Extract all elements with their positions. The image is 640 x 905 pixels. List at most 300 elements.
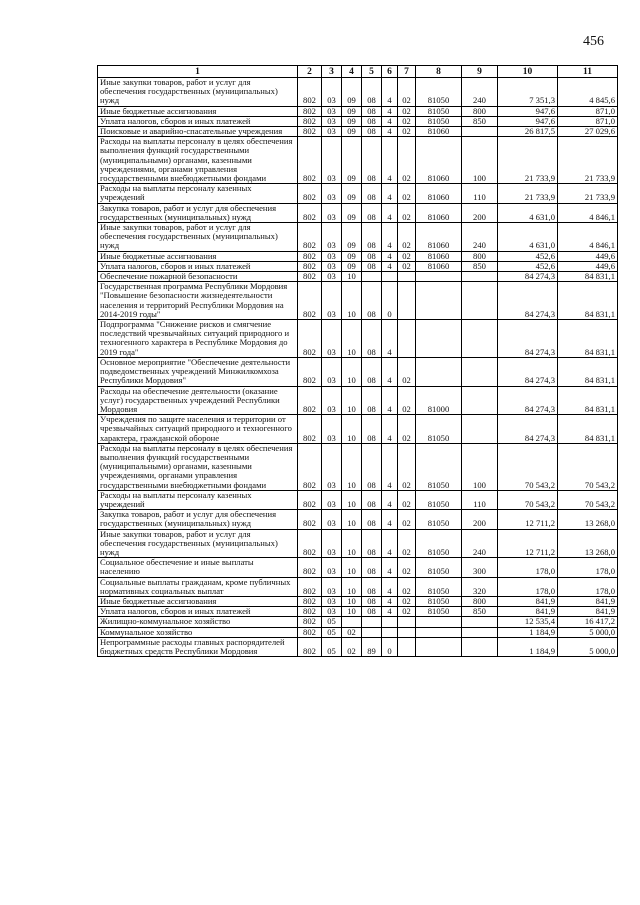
table-cell: 02 (398, 116, 416, 126)
row-label: Уплата налогов, сборов и иных платежей (98, 116, 298, 126)
table-cell (342, 617, 362, 627)
table-cell (462, 357, 498, 386)
table-cell: 03 (322, 386, 342, 415)
table-cell: 09 (342, 184, 362, 203)
table-cell: 850 (462, 607, 498, 617)
table-row (98, 184, 618, 203)
table-cell: 4 (382, 320, 398, 358)
table-cell: 871,0 (558, 106, 618, 116)
table-cell (416, 272, 462, 282)
table-cell: 05 (322, 617, 342, 627)
header-cell: 3 (322, 66, 342, 78)
table-cell: 4 (382, 251, 398, 261)
table-cell: 08 (362, 386, 382, 415)
table-cell (362, 617, 382, 627)
row-label: Иные бюджетные ассигнования (98, 106, 298, 116)
table-cell: 110 (462, 490, 498, 509)
table-cell: 178,0 (498, 558, 558, 577)
table-cell: 03 (322, 184, 342, 203)
table-cell: 4 (382, 443, 398, 490)
table-cell: 03 (322, 443, 342, 490)
table-cell: 802 (298, 627, 322, 637)
table-cell (382, 617, 398, 627)
table-cell: 03 (322, 203, 342, 222)
table-cell: 200 (462, 510, 498, 529)
table-cell: 81050 (416, 116, 462, 126)
table-cell: 802 (298, 282, 322, 320)
table-cell: 70 543,2 (558, 490, 618, 509)
table-row (98, 203, 618, 222)
table-cell: 02 (398, 184, 416, 203)
table-cell: 802 (298, 78, 322, 107)
table-cell: 08 (362, 490, 382, 509)
table-cell: 802 (298, 320, 322, 358)
row-label: Обеспечение пожарной безопасности (98, 272, 298, 282)
table-cell: 03 (322, 223, 342, 252)
table-cell: 0 (382, 637, 398, 656)
table-cell: 10 (342, 272, 362, 282)
row-label: Уплата налогов, сборов и иных платежей (98, 607, 298, 617)
table-cell: 100 (462, 443, 498, 490)
table-cell: 09 (342, 203, 362, 222)
table-cell: 10 (342, 386, 362, 415)
table-cell (462, 272, 498, 282)
table-cell: 4 (382, 577, 398, 596)
table-cell: 09 (342, 116, 362, 126)
table-row (98, 443, 618, 490)
table-cell (416, 617, 462, 627)
table-cell: 10 (342, 357, 362, 386)
table-row (98, 282, 618, 320)
table-cell: 08 (362, 261, 382, 271)
table-cell: 81050 (416, 607, 462, 617)
table-cell: 02 (398, 137, 416, 184)
table-cell (398, 617, 416, 627)
table-cell: 802 (298, 637, 322, 656)
row-label: Коммунальное хозяйство (98, 627, 298, 637)
page-number: 456 (583, 34, 604, 49)
table-cell: 800 (462, 106, 498, 116)
table-cell: 02 (398, 203, 416, 222)
table-cell: 13 268,0 (558, 529, 618, 558)
table-cell (398, 272, 416, 282)
table-cell: 02 (398, 78, 416, 107)
table-cell: 81060 (416, 261, 462, 271)
header-row (98, 66, 618, 78)
table-cell (462, 127, 498, 137)
table-cell: 12 711,2 (498, 510, 558, 529)
table-cell: 81060 (416, 127, 462, 137)
table-cell: 09 (342, 261, 362, 271)
header-cell: 2 (298, 66, 322, 78)
table-cell: 802 (298, 272, 322, 282)
table-cell: 02 (398, 106, 416, 116)
table-cell (462, 320, 498, 358)
table-cell: 03 (322, 415, 342, 444)
row-label: Социальные выплаты гражданам, кроме публичных нормативных социальных выплат (98, 577, 298, 596)
table-cell: 08 (362, 607, 382, 617)
table-cell: 4 (382, 490, 398, 509)
table-cell: 300 (462, 558, 498, 577)
table-cell: 81050 (416, 78, 462, 107)
table-cell: 850 (462, 261, 498, 271)
table-cell: 03 (322, 272, 342, 282)
table-cell: 81050 (416, 490, 462, 509)
table-cell: 84 831,1 (558, 415, 618, 444)
table-row (98, 320, 618, 358)
table-cell: 4 (382, 184, 398, 203)
table-cell: 08 (362, 106, 382, 116)
table-cell: 10 (342, 415, 362, 444)
row-label: Расходы на выплаты персоналу казенных учреждений (98, 490, 298, 509)
header-cell: 7 (398, 66, 416, 78)
table-cell: 10 (342, 529, 362, 558)
table-cell: 84 274,3 (498, 282, 558, 320)
table-cell: 05 (322, 627, 342, 637)
table-cell: 10 (342, 607, 362, 617)
table-cell: 03 (322, 320, 342, 358)
table-row (98, 261, 618, 271)
row-label: Непрограммные расходы главных распорядителей бюджетных средств Республики Мордовия (98, 637, 298, 656)
table-cell: 09 (342, 137, 362, 184)
table-cell: 09 (342, 78, 362, 107)
table-cell: 84 831,1 (558, 272, 618, 282)
table-row (98, 415, 618, 444)
table-cell: 240 (462, 223, 498, 252)
table-cell (462, 617, 498, 627)
table-cell: 4 (382, 116, 398, 126)
table-cell: 802 (298, 261, 322, 271)
table-cell: 03 (322, 127, 342, 137)
table-cell: 02 (398, 577, 416, 596)
table-cell: 4 631,0 (498, 223, 558, 252)
table-cell: 08 (362, 78, 382, 107)
table-cell: 802 (298, 106, 322, 116)
table-cell: 08 (362, 510, 382, 529)
table-cell: 08 (362, 596, 382, 606)
table-row (98, 627, 618, 637)
table-cell: 70 543,2 (558, 443, 618, 490)
table-cell: 02 (398, 127, 416, 137)
table-cell: 13 268,0 (558, 510, 618, 529)
table-cell: 178,0 (558, 558, 618, 577)
table-cell: 03 (322, 529, 342, 558)
table-cell (382, 627, 398, 637)
table-cell: 03 (322, 282, 342, 320)
table-cell: 03 (322, 261, 342, 271)
table-cell (416, 357, 462, 386)
table-cell: 08 (362, 415, 382, 444)
table-cell: 27 029,6 (558, 127, 618, 137)
table-cell: 21 733,9 (498, 137, 558, 184)
table-cell: 08 (362, 320, 382, 358)
header-cell: 11 (558, 66, 618, 78)
table-cell: 08 (362, 116, 382, 126)
table-cell: 81060 (416, 251, 462, 261)
table-cell: 89 (362, 637, 382, 656)
table-cell: 841,9 (558, 607, 618, 617)
table-row (98, 510, 618, 529)
table-cell: 81050 (416, 106, 462, 116)
table-cell: 02 (342, 637, 362, 656)
table-row (98, 607, 618, 617)
header-cell: 8 (416, 66, 462, 78)
table-cell: 947,6 (498, 116, 558, 126)
table-cell (462, 415, 498, 444)
table-cell (362, 272, 382, 282)
table-cell: 4 (382, 137, 398, 184)
table-cell: 16 417,2 (558, 617, 618, 627)
table-cell: 449,6 (558, 251, 618, 261)
row-label: Государственная программа Республики Мордовия "Повышение безопасности жизнедеятельности населения и территорий Республики Мордовия на 2014-2019 годы" (98, 282, 298, 320)
table-cell: 02 (398, 558, 416, 577)
table-cell: 320 (462, 577, 498, 596)
table-cell: 4 (382, 386, 398, 415)
table-cell: 84 274,3 (498, 272, 558, 282)
table-cell: 449,6 (558, 261, 618, 271)
table-cell: 12 535,4 (498, 617, 558, 627)
table-cell (462, 386, 498, 415)
table-cell: 802 (298, 251, 322, 261)
header-cell: 10 (498, 66, 558, 78)
table-cell: 84 831,1 (558, 357, 618, 386)
table-cell: 4 (382, 357, 398, 386)
table-cell: 21 733,9 (498, 184, 558, 203)
table-cell (416, 320, 462, 358)
table-cell: 947,6 (498, 106, 558, 116)
table-cell: 02 (398, 261, 416, 271)
table-cell: 802 (298, 558, 322, 577)
table-cell: 802 (298, 127, 322, 137)
table-row (98, 490, 618, 509)
row-label: Иные закупки товаров, работ и услуг для обеспечения государственных (муниципальных) нужд (98, 529, 298, 558)
table-row (98, 127, 618, 137)
table-cell: 452,6 (498, 251, 558, 261)
table-cell: 03 (322, 251, 342, 261)
table-cell (462, 637, 498, 656)
table-cell (362, 627, 382, 637)
table-cell: 800 (462, 596, 498, 606)
row-label: Иные закупки товаров, работ и услуг для обеспечения государственных (муниципальных) нужд (98, 78, 298, 107)
table-cell: 10 (342, 510, 362, 529)
table-cell: 21 733,9 (558, 184, 618, 203)
table-cell: 08 (362, 223, 382, 252)
table-cell: 10 (342, 490, 362, 509)
table-cell: 84 274,3 (498, 357, 558, 386)
table-cell: 1 184,9 (498, 637, 558, 656)
table-row (98, 617, 618, 627)
table-cell: 08 (362, 251, 382, 261)
row-label: Расходы на выплаты персоналу в целях обеспечения выполнения функций государственными (муниципальными) органами, казенными учреждениями, органами управления государственными внебюджетными фондами (98, 137, 298, 184)
table-cell: 81050 (416, 443, 462, 490)
row-label: Подпрограмма "Снижение рисков и смягчение последствий чрезвычайных ситуаций природного и техногенного характера в Республике Мордовия до 2019 года" (98, 320, 298, 358)
table-cell: 4 846,1 (558, 203, 618, 222)
table-cell (416, 282, 462, 320)
table-cell: 81060 (416, 223, 462, 252)
table-cell: 10 (342, 558, 362, 577)
table-cell: 5 000,0 (558, 637, 618, 656)
table-cell: 802 (298, 596, 322, 606)
table-cell: 81060 (416, 184, 462, 203)
table-cell: 02 (398, 251, 416, 261)
table-cell: 08 (362, 529, 382, 558)
table-cell: 800 (462, 251, 498, 261)
table-cell: 802 (298, 386, 322, 415)
table-cell: 4 (382, 558, 398, 577)
table-row (98, 106, 618, 116)
table-cell: 02 (398, 415, 416, 444)
table-cell: 70 543,2 (498, 490, 558, 509)
table-cell: 08 (362, 357, 382, 386)
table-cell: 4 (382, 415, 398, 444)
table-cell (416, 627, 462, 637)
table-cell: 09 (342, 251, 362, 261)
table-cell: 100 (462, 137, 498, 184)
table-cell: 02 (398, 223, 416, 252)
table-cell: 03 (322, 106, 342, 116)
table-cell: 81060 (416, 137, 462, 184)
header-cell: 9 (462, 66, 498, 78)
table-cell: 03 (322, 607, 342, 617)
table-cell: 81050 (416, 510, 462, 529)
table-cell: 12 711,2 (498, 529, 558, 558)
row-label: Закупка товаров, работ и услуг для обеспечения государственных (муниципальных) нужд (98, 203, 298, 222)
row-label: Основное мероприятие "Обеспечение деятельности подведомственных учреждений Минжилкомхоза Республики Мордовия" (98, 357, 298, 386)
table-cell: 4 (382, 78, 398, 107)
table-cell: 4 (382, 106, 398, 116)
table-cell: 05 (322, 637, 342, 656)
table-cell: 81000 (416, 386, 462, 415)
table-cell: 10 (342, 320, 362, 358)
table-cell: 802 (298, 577, 322, 596)
table-row (98, 357, 618, 386)
row-label: Закупка товаров, работ и услуг для обеспечения государственных (муниципальных) нужд (98, 510, 298, 529)
table-cell: 4 (382, 261, 398, 271)
table-cell: 09 (342, 127, 362, 137)
table-cell: 110 (462, 184, 498, 203)
table-cell: 02 (398, 607, 416, 617)
table-cell: 10 (342, 596, 362, 606)
row-label: Учреждения по защите населения и территории от чрезвычайных ситуаций природного и техногенного характера, гражданской обороне (98, 415, 298, 444)
row-label: Поисковые и аварийно-спасательные учреждения (98, 127, 298, 137)
table-cell: 02 (398, 529, 416, 558)
row-label: Иные закупки товаров, работ и услуг для обеспечения государственных (муниципальных) нужд (98, 223, 298, 252)
table-cell: 4 (382, 607, 398, 617)
table-cell: 70 543,2 (498, 443, 558, 490)
table-cell: 10 (342, 282, 362, 320)
table-cell: 84 274,3 (498, 415, 558, 444)
table-cell: 08 (362, 577, 382, 596)
table-cell: 08 (362, 558, 382, 577)
table-cell: 08 (362, 137, 382, 184)
table-cell: 84 274,3 (498, 386, 558, 415)
row-label: Социальное обеспечение и иные выплаты населению (98, 558, 298, 577)
table-cell: 7 351,3 (498, 78, 558, 107)
table-cell: 10 (342, 577, 362, 596)
table-cell: 1 184,9 (498, 627, 558, 637)
table-cell (398, 637, 416, 656)
table-cell: 09 (342, 106, 362, 116)
table-row (98, 116, 618, 126)
table-cell: 0 (382, 282, 398, 320)
table-cell (416, 637, 462, 656)
table-cell: 02 (398, 510, 416, 529)
table-cell: 4 845,6 (558, 78, 618, 107)
table-cell: 802 (298, 617, 322, 627)
table-cell: 81050 (416, 529, 462, 558)
table-cell: 02 (398, 596, 416, 606)
table-row (98, 637, 618, 656)
table-cell: 81050 (416, 558, 462, 577)
table-cell: 02 (342, 627, 362, 637)
table-cell: 178,0 (498, 577, 558, 596)
row-label: Иные бюджетные ассигнования (98, 596, 298, 606)
table-cell: 802 (298, 607, 322, 617)
table-cell: 84 274,3 (498, 320, 558, 358)
table-cell: 240 (462, 529, 498, 558)
table-cell: 81060 (416, 203, 462, 222)
table-cell: 4 (382, 510, 398, 529)
table-cell: 03 (322, 116, 342, 126)
table-cell: 08 (362, 282, 382, 320)
row-label: Расходы на выплаты персоналу казенных учреждений (98, 184, 298, 203)
table-cell: 802 (298, 415, 322, 444)
table-cell: 03 (322, 78, 342, 107)
table-cell: 08 (362, 203, 382, 222)
table-cell: 841,9 (498, 596, 558, 606)
table-row (98, 78, 618, 107)
table-cell: 200 (462, 203, 498, 222)
table-cell: 02 (398, 357, 416, 386)
table-cell: 10 (342, 443, 362, 490)
table-row (98, 251, 618, 261)
table-cell: 871,0 (558, 116, 618, 126)
table-cell: 08 (362, 184, 382, 203)
table-row (98, 223, 618, 252)
table-cell: 02 (398, 386, 416, 415)
header-cell: 5 (362, 66, 382, 78)
table-cell: 08 (362, 443, 382, 490)
table-cell: 81050 (416, 415, 462, 444)
table-cell: 802 (298, 116, 322, 126)
table-cell: 452,6 (498, 261, 558, 271)
row-label: Расходы на обеспечение деятельности (оказание услуг) государственных учреждений Республики Мордовия (98, 386, 298, 415)
table-cell: 02 (398, 490, 416, 509)
table-row (98, 137, 618, 184)
table-cell: 802 (298, 490, 322, 509)
table-cell: 802 (298, 203, 322, 222)
table-cell: 4 (382, 596, 398, 606)
table-cell (398, 282, 416, 320)
header-cell: 1 (98, 66, 298, 78)
table-cell: 84 831,1 (558, 386, 618, 415)
row-label: Иные бюджетные ассигнования (98, 251, 298, 261)
table-cell: 08 (362, 127, 382, 137)
table-cell: 4 (382, 529, 398, 558)
table-cell: 26 817,5 (498, 127, 558, 137)
table-cell: 178,0 (558, 577, 618, 596)
table-cell: 850 (462, 116, 498, 126)
table-row (98, 529, 618, 558)
table-cell: 03 (322, 490, 342, 509)
table-cell: 841,9 (498, 607, 558, 617)
table-cell: 802 (298, 510, 322, 529)
table-cell: 5 000,0 (558, 627, 618, 637)
table-cell: 81050 (416, 596, 462, 606)
table-cell (398, 627, 416, 637)
table-cell: 4 631,0 (498, 203, 558, 222)
table-cell: 841,9 (558, 596, 618, 606)
